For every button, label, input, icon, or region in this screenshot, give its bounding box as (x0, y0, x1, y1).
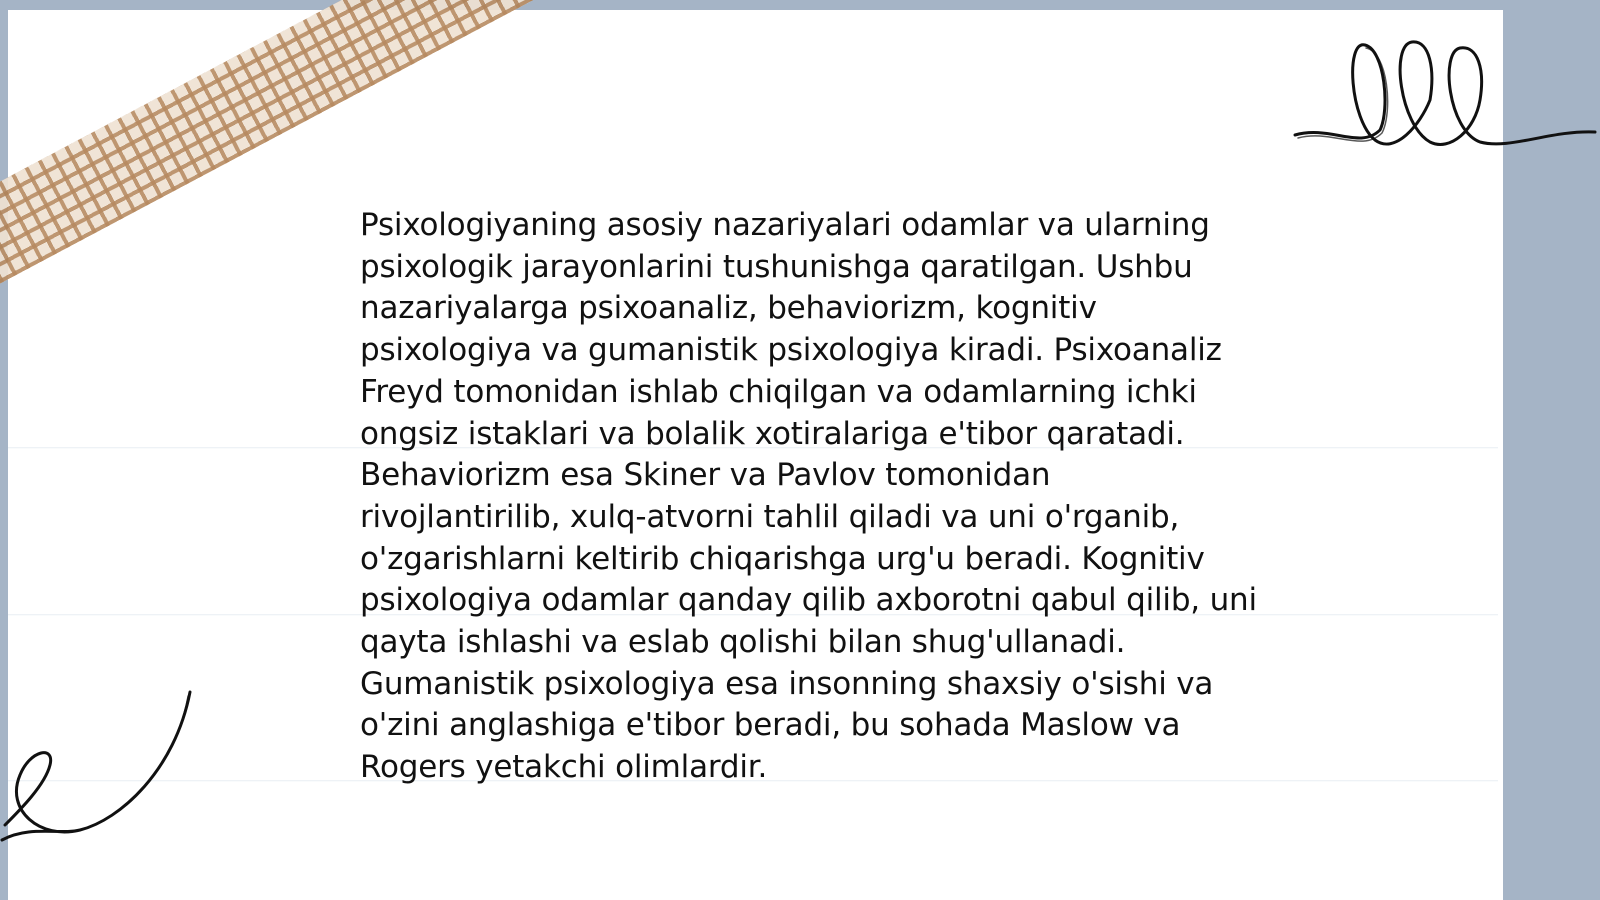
loop-scribble-icon (1290, 30, 1600, 170)
swirl-scribble-icon (0, 690, 200, 850)
main-paragraph: Psixologiyaning asosiy nazariyalari odamlar va ularning psixologik jarayonlarini tushunishga qaratilgan. Ushbu nazariyalarga psixoanaliz, behaviorizm, kognitiv psixologiya va gumanistik psixologiya kiradi. Psixoanaliz Freyd tomonidan ishlab chiqilgan va odamlarning ichki ongsiz istaklari va bolalik xotiralariga e'tibor qaratadi. Behaviorizm esa Skiner va Pavlov tomonidan rivojlantirilib, xulq-atvorni tahlil qiladi va uni o'rganib, o'zgarishlarni keltirib chiqarishga urg'u beradi. Kognitiv psixologiya odamlar qanday qilib axborotni qabul qilib, uni qayta ishlashi va eslab qolishi bilan shug'ullanadi. Gumanistik psixologiya esa insonning shaxsiy o'sishi va o'zini anglashiga e'tibor beradi, bu sohada Maslow va Rogers yetakchi olimlardir. (360, 207, 1257, 786)
